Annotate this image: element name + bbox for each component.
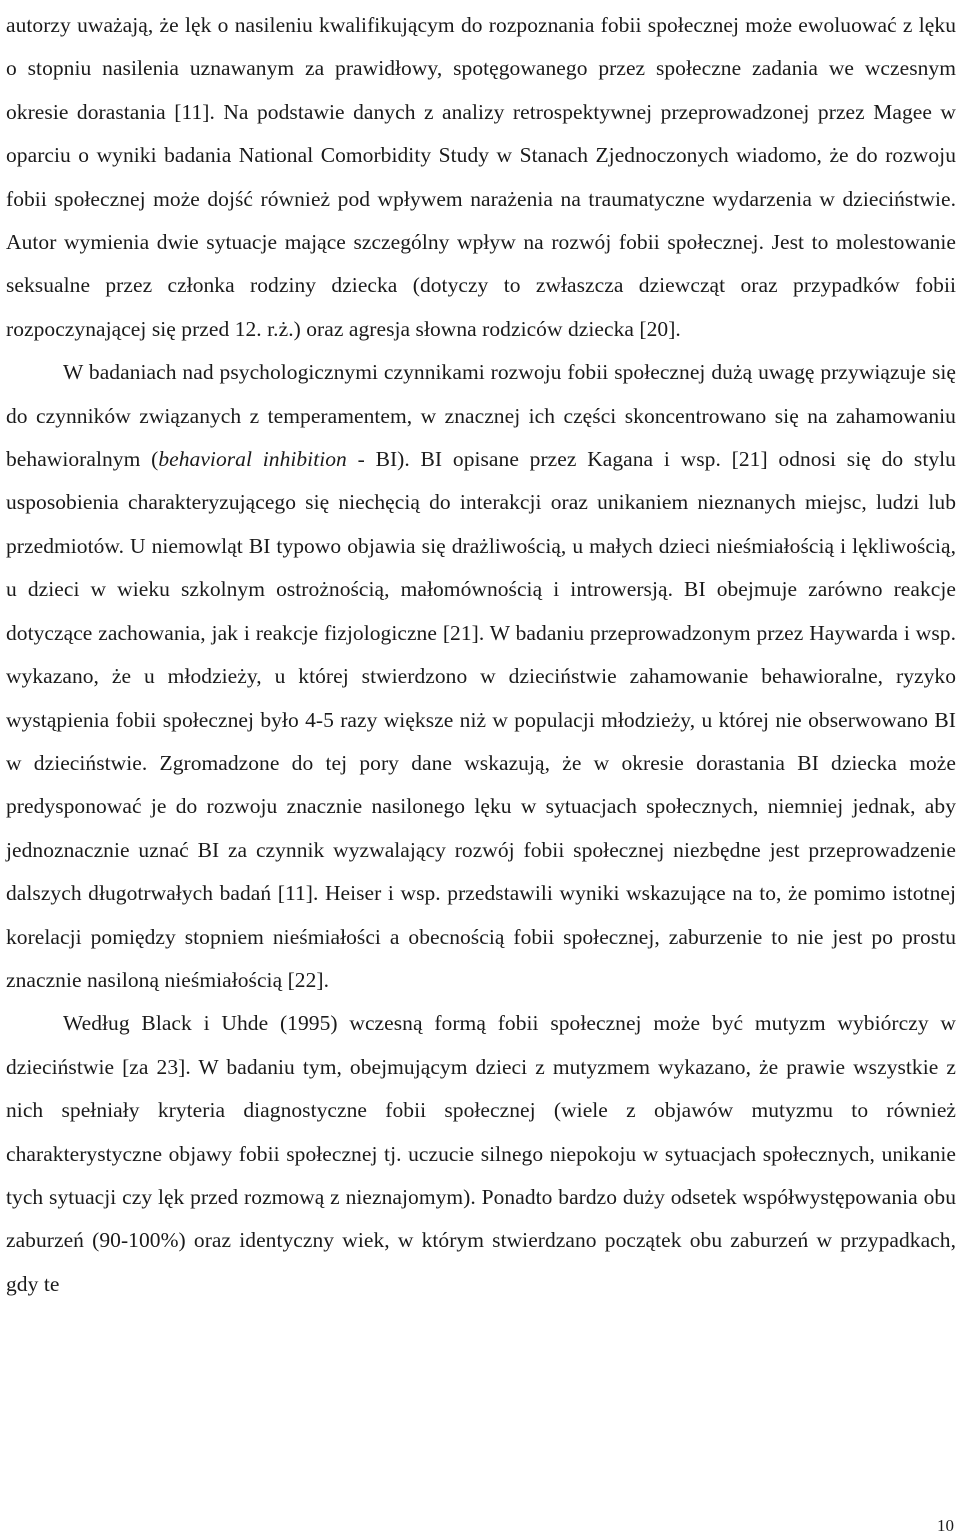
- paragraph-3-text: Według Black i Uhde (1995) wczesną formą fobii społecznej może być mutyzm wybiórczy w dzieciństwie [za 23]. W badaniu tym, obejmującym dzieci z mutyzmem wykazano, że prawie wszystkie z nich spełniały kryteria diagnostyczne fobii społecznej (wiele z objawów mutyzmu to również charakterystyczne objawy fobii społecznej tj. uczucie silnego niepokoju w sytuacjach społecznych, unikanie tych sytuacji czy lęk przed rozmową z nieznajomym). Ponadto bardzo duży odsetek współwystępowania obu zaburzeń (90-100%) oraz identyczny wiek, w którym stwierdzano początek obu zaburzeń w przypadkach, gdy te: [6, 1011, 956, 1296]
- paragraph-1: [6, 4, 956, 351]
- paragraph-2: [6, 351, 956, 1002]
- paragraph-2-text-part-1: W badaniach nad psychologicznymi czynnikami rozwoju fobii społecznej dużą uwagę przywiązuje się do czynników związanych z temperamentem, w znacznej ich części skoncentrowano się na zahamowaniu behawioralnym (: [6, 360, 956, 472]
- page-body: [6, 0, 956, 1306]
- paragraph-1-text: autorzy uważają, że lęk o nasileniu kwalifikującym do rozpoznania fobii społecznej może ewoluować z lęku o stopniu nasilenia uznawanym za prawidłowy, spotęgowanego przez społeczne zadania we wczesnym okresie dorastania [11]. Na podstawie danych z analizy retrospektywnej przeprowadzonej przez Magee w oparciu o wyniki badania National Comorbidity Study w Stanach Zjednoczonych wiadomo, że do rozwoju fobii społecznej może dojść również pod wpływem narażenia na traumatyczne wydarzenia w dzieciństwie. Autor wymienia dwie sytuacje mające szczególny wpływ na rozwój fobii społecznej. Jest to molestowanie seksualne przez członka rodziny dziecka (dotyczy to zwłaszcza dziewcząt oraz przypadków fobii rozpoczynającej się przed 12. r.ż.) oraz agresja słowna rodziców dziecka [20].: [6, 13, 956, 341]
- page-number: 10: [937, 1516, 954, 1535]
- paragraph-3: [6, 1002, 956, 1306]
- paragraph-2-text-part-2: - BI). BI opisane przez Kagana i wsp. [21] odnosi się do stylu usposobienia charakteryzującego się niechęcią do interakcji oraz unikaniem nieznanych miejsc, ludzi lub przedmiotów. U niemowląt BI typowo objawia się drażliwością, u małych dzieci nieśmiałością i lękliwością, u dzieci w wieku szkolnym ostrożnością, małomównością i introwersją. BI obejmuje zarówno reakcje dotyczące zachowania, jak i reakcje fizjologiczne [21]. W badaniu przeprowadzonym przez Haywarda i wsp. wykazano, że u młodzieży, u której stwierdzono w dzieciństwie zahamowanie behawioralne, ryzyko wystąpienia fobii społecznej było 4-5 razy większe niż w populacji młodzieży, u której nie obserwowano BI w dzieciństwie. Zgromadzone do tej pory dane wskazują, że w okresie dorastania BI dziecka może predysponować je do rozwoju znacznie nasilonego lęku w sytuacjach społecznych, niemniej jednak, aby jednoznacznie uznać BI za czynnik wyzwalający rozwój fobii społecznej niezbędne jest przeprowadzenie dalszych długotrwałych badań [11]. Heiser i wsp. przedstawili wyniki wskazujące na to, że pomimo istotnej korelacji pomiędzy stopniem nieśmiałości a obecnością fobii społecznej, zaburzenie to nie jest po prostu znacznie nasiloną nieśmiałością [22].: [6, 447, 956, 992]
- paragraph-2-italic-term: behavioral inhibition: [158, 447, 347, 472]
